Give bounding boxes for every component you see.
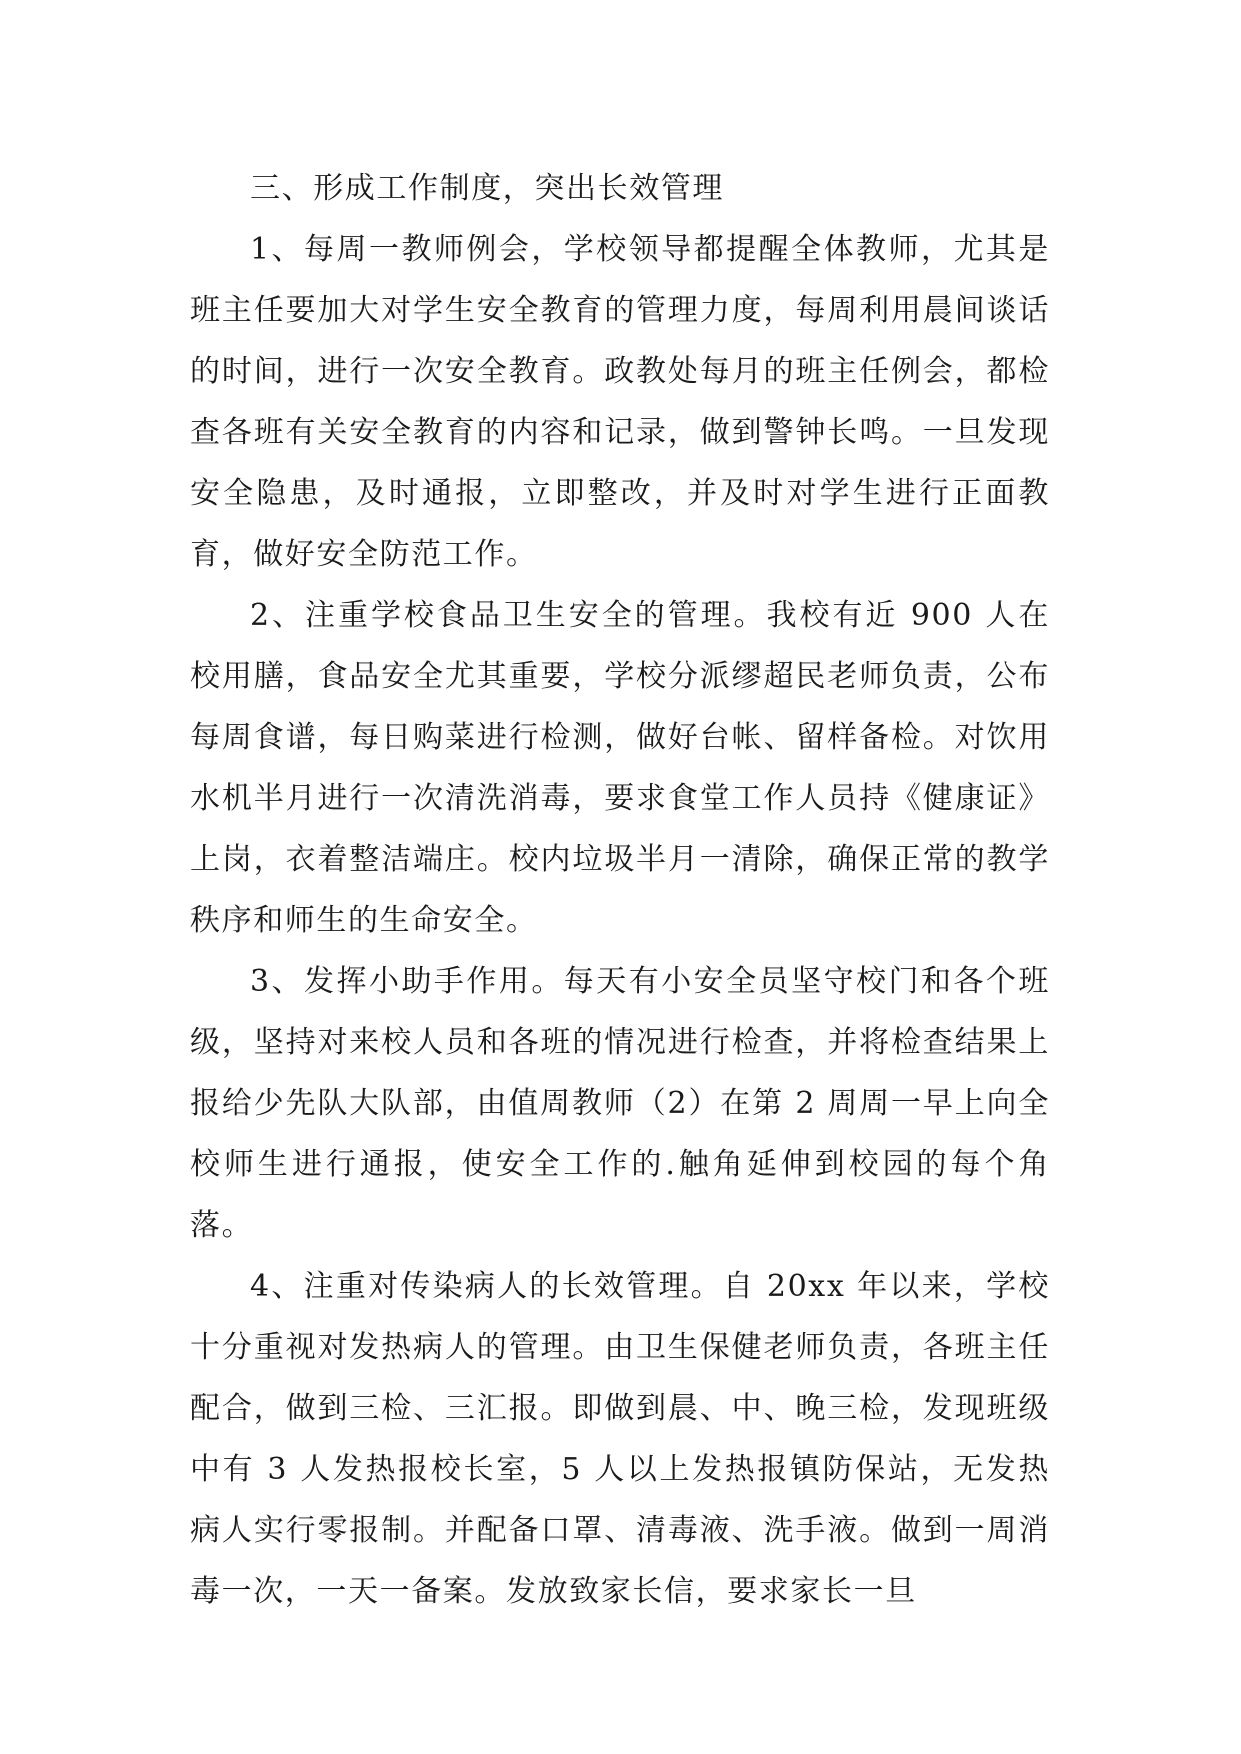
paragraph-3: 3、发挥小助手作用。每天有小安全员坚守校门和各个班级，坚持对来校人员和各班的情况进行检查，并将检查结果上报给少先队大队部，由值周教师（2）在第 2 周周一早上向全校师生进行通报，使安全工作的.触角延伸到校园的每个角落。 (190, 964, 1050, 1243)
section-heading: 三、形成工作制度，突出长效管理 (250, 171, 724, 206)
paragraph-1: 1、每周一教师例会，学校领导都提醒全体教师，尤其是班主任要加大对学生安全教育的管理力度，每周利用晨间谈话的时间，进行一次安全教育。政教处每月的班主任例会，都检查各班有关安全教育的内容和记录，做到警钟长鸣。一旦发现安全隐患，及时通报，立即整改，并及时对学生进行正面教育，做好安全防范工作。 (190, 232, 1050, 572)
document-body (190, 158, 1050, 1622)
paragraph-2: 2、注重学校食品卫生安全的管理。我校有近 900 人在校用膳，食品安全尤其重要，学校分派缪超民老师负责，公布每周食谱，每日购菜进行检测，做好台帐、留样备检。对饮用水机半月进行一次清洗消毒，要求食堂工作人员持《健康证》上岗，衣着整洁端庄。校内垃圾半月一清除，确保正常的教学秩序和师生的生命安全。 (190, 598, 1050, 938)
paragraph-4: 4、注重对传染病人的长效管理。自 20xx 年以来，学校十分重视对发热病人的管理。由卫生保健老师负责，各班主任配合，做到三检、三汇报。即做到晨、中、晚三检，发现班级中有 3 人发热报校长室，5 人以上发热报镇防保站，无发热病人实行零报制。并配备口罩、清毒液、洗手液。做到一周消毒一次，一天一备案。发放致家长信，要求家长一旦 (190, 1269, 1050, 1609)
